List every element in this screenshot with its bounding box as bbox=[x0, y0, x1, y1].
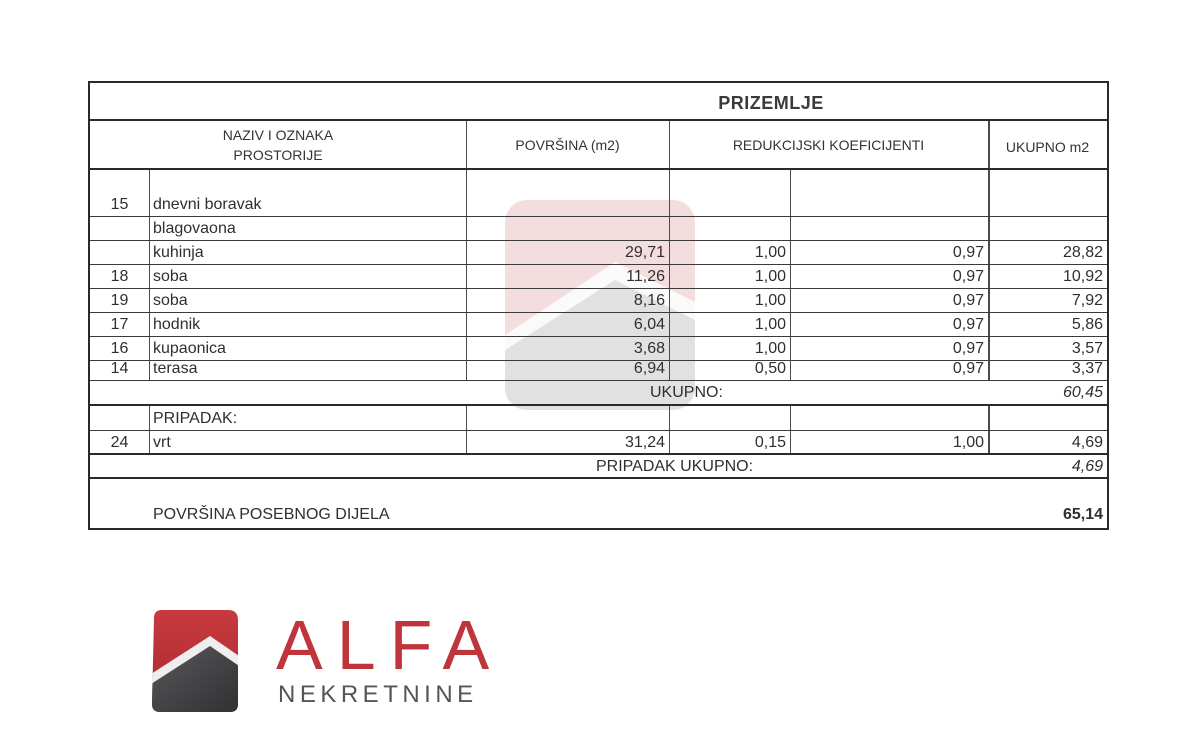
table-title: PRIZEMLJE bbox=[718, 93, 824, 113]
appurtenance-coef2: 1,00 bbox=[952, 434, 984, 451]
house-logo-icon bbox=[148, 608, 242, 714]
room-name: kupaonica bbox=[153, 340, 226, 357]
room-id: 14 bbox=[110, 360, 129, 377]
room-coef2: 0,97 bbox=[952, 292, 984, 309]
header-room-name bbox=[90, 125, 466, 165]
header-coefficients: REDUKCIJSKI KOEFICIJENTI bbox=[732, 137, 925, 153]
grand-total-label: POVRŠINA POSEBNOG DIJELA bbox=[153, 506, 390, 523]
subtotal-value: 60,45 bbox=[1062, 384, 1103, 401]
room-name: hodnik bbox=[153, 316, 201, 333]
room-coef2 bbox=[790, 221, 988, 240]
room-coef2: 0,97 bbox=[952, 244, 984, 261]
room-coef1: 1,00 bbox=[754, 292, 786, 309]
room-coef1 bbox=[669, 221, 790, 240]
room-total: 7,92 bbox=[1071, 292, 1103, 309]
room-coef2: 0,97 bbox=[952, 316, 984, 333]
appurtenance-name: vrt bbox=[153, 434, 171, 451]
table-row bbox=[90, 289, 1107, 313]
room-coef2: 0,97 bbox=[952, 340, 984, 357]
grand-total-row bbox=[90, 479, 1107, 528]
grand-total-value: 65,14 bbox=[1062, 506, 1103, 523]
room-total: 5,86 bbox=[1071, 316, 1103, 333]
room-area: 3,68 bbox=[633, 340, 665, 357]
appurtenance-id: 24 bbox=[110, 434, 129, 451]
table-row bbox=[90, 265, 1107, 289]
subtotal-label: UKUPNO: bbox=[650, 384, 723, 401]
appurtenance-total-value: 4,69 bbox=[1071, 458, 1103, 475]
room-id bbox=[90, 245, 149, 264]
room-total: 28,82 bbox=[1062, 244, 1103, 261]
header-room-name-line2: PROSTORIJE bbox=[233, 147, 323, 163]
appurtenance-heading: PRIPADAK: bbox=[153, 410, 238, 427]
room-total: 10,92 bbox=[1062, 268, 1103, 285]
area-table bbox=[88, 81, 1109, 530]
header-room-name-line1: NAZIV I OZNAKA bbox=[222, 127, 334, 143]
table-row bbox=[90, 337, 1107, 361]
table-header-row bbox=[90, 121, 1107, 170]
room-area: 11,26 bbox=[626, 268, 665, 285]
room-total: 3,57 bbox=[1071, 340, 1103, 357]
appurtenance-row bbox=[90, 431, 1107, 455]
appurtenance-total: 4,69 bbox=[1071, 434, 1103, 451]
room-name: terasa bbox=[153, 360, 198, 377]
room-name: kuhinja bbox=[153, 244, 204, 261]
room-area: 8,16 bbox=[633, 292, 665, 309]
room-area: 6,04 bbox=[633, 316, 665, 333]
room-coef2: 0,97 bbox=[952, 360, 984, 377]
appurtenance-heading-row bbox=[90, 406, 1107, 431]
company-logo bbox=[148, 606, 504, 718]
logo-subtitle-text: NEKRETNINE bbox=[278, 681, 478, 708]
room-area bbox=[466, 197, 669, 216]
room-coef2 bbox=[790, 197, 988, 216]
table-row bbox=[90, 217, 1107, 241]
room-total: 3,37 bbox=[1071, 360, 1103, 377]
room-coef1: 1,00 bbox=[754, 244, 786, 261]
room-id: 18 bbox=[110, 268, 129, 285]
room-id: 17 bbox=[110, 316, 129, 333]
room-area: 29,71 bbox=[624, 244, 665, 261]
appurtenance-total-row bbox=[90, 455, 1107, 479]
table-row bbox=[90, 170, 1107, 217]
room-name: soba bbox=[153, 292, 188, 309]
table-row bbox=[90, 241, 1107, 265]
room-id: 19 bbox=[110, 292, 129, 309]
room-id: 16 bbox=[110, 340, 129, 357]
subtotal-row bbox=[90, 381, 1107, 406]
room-name: dnevni boravak bbox=[153, 196, 262, 213]
table-title-row bbox=[90, 83, 1107, 121]
table-row bbox=[90, 313, 1107, 337]
room-area: 6,94 bbox=[633, 360, 665, 377]
room-name: soba bbox=[153, 268, 188, 285]
room-area bbox=[466, 221, 669, 240]
appurtenance-coef1: 0,15 bbox=[754, 434, 786, 451]
table-row bbox=[90, 360, 1107, 381]
logo-brand-text: ALFA bbox=[276, 606, 504, 684]
room-id: 15 bbox=[110, 196, 129, 213]
room-id bbox=[90, 221, 149, 240]
room-name: blagovaona bbox=[153, 220, 236, 237]
room-coef2: 0,97 bbox=[952, 268, 984, 285]
room-total bbox=[988, 221, 1107, 240]
room-coef1 bbox=[669, 197, 790, 216]
appurtenance-total-label: PRIPADAK UKUPNO: bbox=[596, 458, 754, 475]
room-coef1: 0,50 bbox=[754, 360, 786, 377]
room-total bbox=[988, 197, 1107, 216]
header-area: POVRŠINA (m2) bbox=[515, 137, 620, 153]
room-coef1: 1,00 bbox=[754, 268, 786, 285]
header-total: UKUPNO m2 bbox=[1005, 139, 1090, 155]
room-coef1: 1,00 bbox=[754, 316, 786, 333]
appurtenance-area: 31,24 bbox=[624, 434, 665, 451]
room-coef1: 1,00 bbox=[754, 340, 786, 357]
